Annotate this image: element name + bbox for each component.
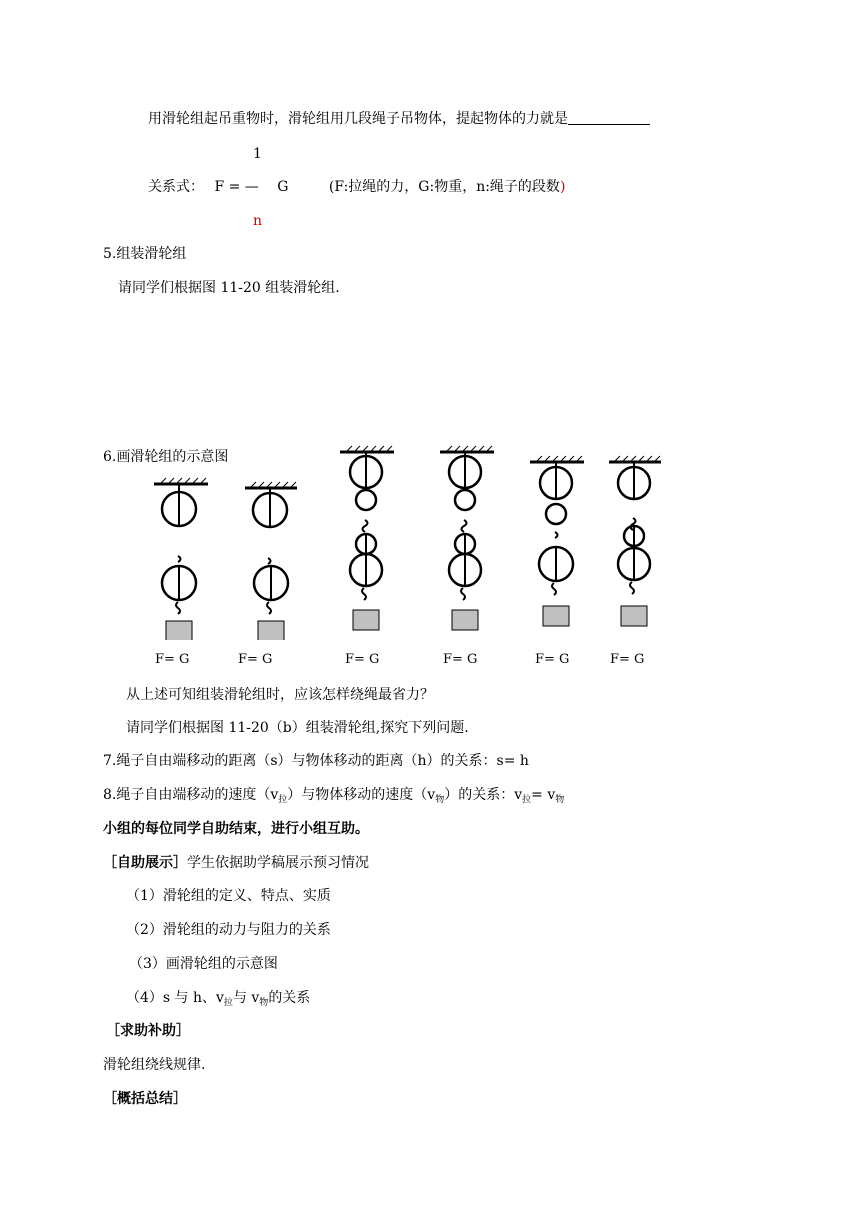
item4-sub2: 物 [259, 998, 269, 1008]
formula-note: (F:拉绳的力，G:物重，n:绳子的段数 [328, 179, 560, 195]
answer-blank [568, 110, 650, 125]
pulley-system-1 [154, 478, 208, 640]
self-display-item-2: （2）滑轮组的动力与阻力的关系 [126, 922, 331, 938]
help-heading: ［求助补助］ [106, 1023, 190, 1039]
relation-formula [148, 178, 565, 196]
item4-part-a: （4）s 与 h、v [126, 990, 224, 1006]
section8-text [103, 786, 564, 809]
self-display-item-1: （1）滑轮组的定义、特点、实质 [126, 888, 331, 904]
section8-sub4: 物 [555, 795, 565, 805]
help-text: 滑轮组绕线规律. [103, 1057, 206, 1073]
force-label-2: F= G [238, 652, 273, 667]
item4-part-c: 的关系 [268, 990, 311, 1006]
pulley-diagrams [140, 440, 680, 640]
item4-part-b: 与 v [232, 990, 260, 1006]
item4-sub1: 拉 [223, 998, 233, 1008]
self-display-item-4 [126, 989, 310, 1012]
section8-sub2: 物 [435, 795, 445, 805]
force-label-3: F= G [345, 652, 380, 667]
section5-text: 请同学们根据图 11-20 组装滑轮组. [118, 280, 340, 296]
section6-question: 从上述可知组装滑轮组时，应该怎样绕绳最省力？ [126, 687, 434, 703]
pulley-system-5 [530, 456, 584, 626]
section8-part4: = v [531, 787, 556, 803]
formula-f: F = — [214, 179, 259, 195]
pulley-system-4 [440, 446, 494, 630]
fraction-denominator: n [253, 213, 263, 229]
section8-sub1: 拉 [278, 795, 288, 805]
pulley-system-2 [245, 482, 297, 640]
relation-label: 关系式： [148, 179, 204, 195]
section6-heading: 6.画滑轮组的示意图 [103, 449, 229, 465]
force-label-5: F= G [535, 652, 570, 667]
group-note: 小组的每位同学自助结束，进行小组互助。 [103, 821, 369, 837]
pulley-system-6 [609, 456, 661, 626]
section7-text: 7.绳子自由端移动的距离（s）与物体移动的距离（h）的关系：s= h [103, 753, 529, 769]
formula-g: G [277, 179, 289, 195]
section8-part1: 8.绳子自由端移动的速度（v [103, 787, 279, 803]
section5-heading: 5.组装滑轮组 [103, 246, 187, 262]
self-display-item-3: （3）画滑轮组的示意图 [129, 956, 278, 972]
section6-instruction: 请同学们根据图 11-20（b）组装滑轮组,探究下列问题. [126, 720, 469, 736]
self-display-text: 学生依据助学稿展示预习情况 [187, 855, 369, 871]
section8-sub3: 拉 [522, 795, 532, 805]
section8-part2: ）与物体移动的速度（v [287, 787, 436, 803]
force-label-1: F= G [155, 652, 190, 667]
intro-text: 用滑轮组起吊重物时，滑轮组用几段绳子吊物体，提起物体的力就是 [148, 111, 568, 127]
section8-part3: ）的关系：v [444, 787, 523, 803]
self-display-bracket: ［自助展示］ [103, 855, 187, 871]
intro-line [148, 110, 650, 128]
self-display-heading [103, 854, 369, 872]
summary-heading: ［概括总结］ [103, 1091, 187, 1107]
formula-note-close: ) [559, 179, 566, 195]
fraction-numerator: 1 [253, 146, 262, 162]
pulley-system-3 [340, 446, 394, 630]
force-label-4: F= G [443, 652, 478, 667]
force-label-6: F= G [610, 652, 645, 667]
